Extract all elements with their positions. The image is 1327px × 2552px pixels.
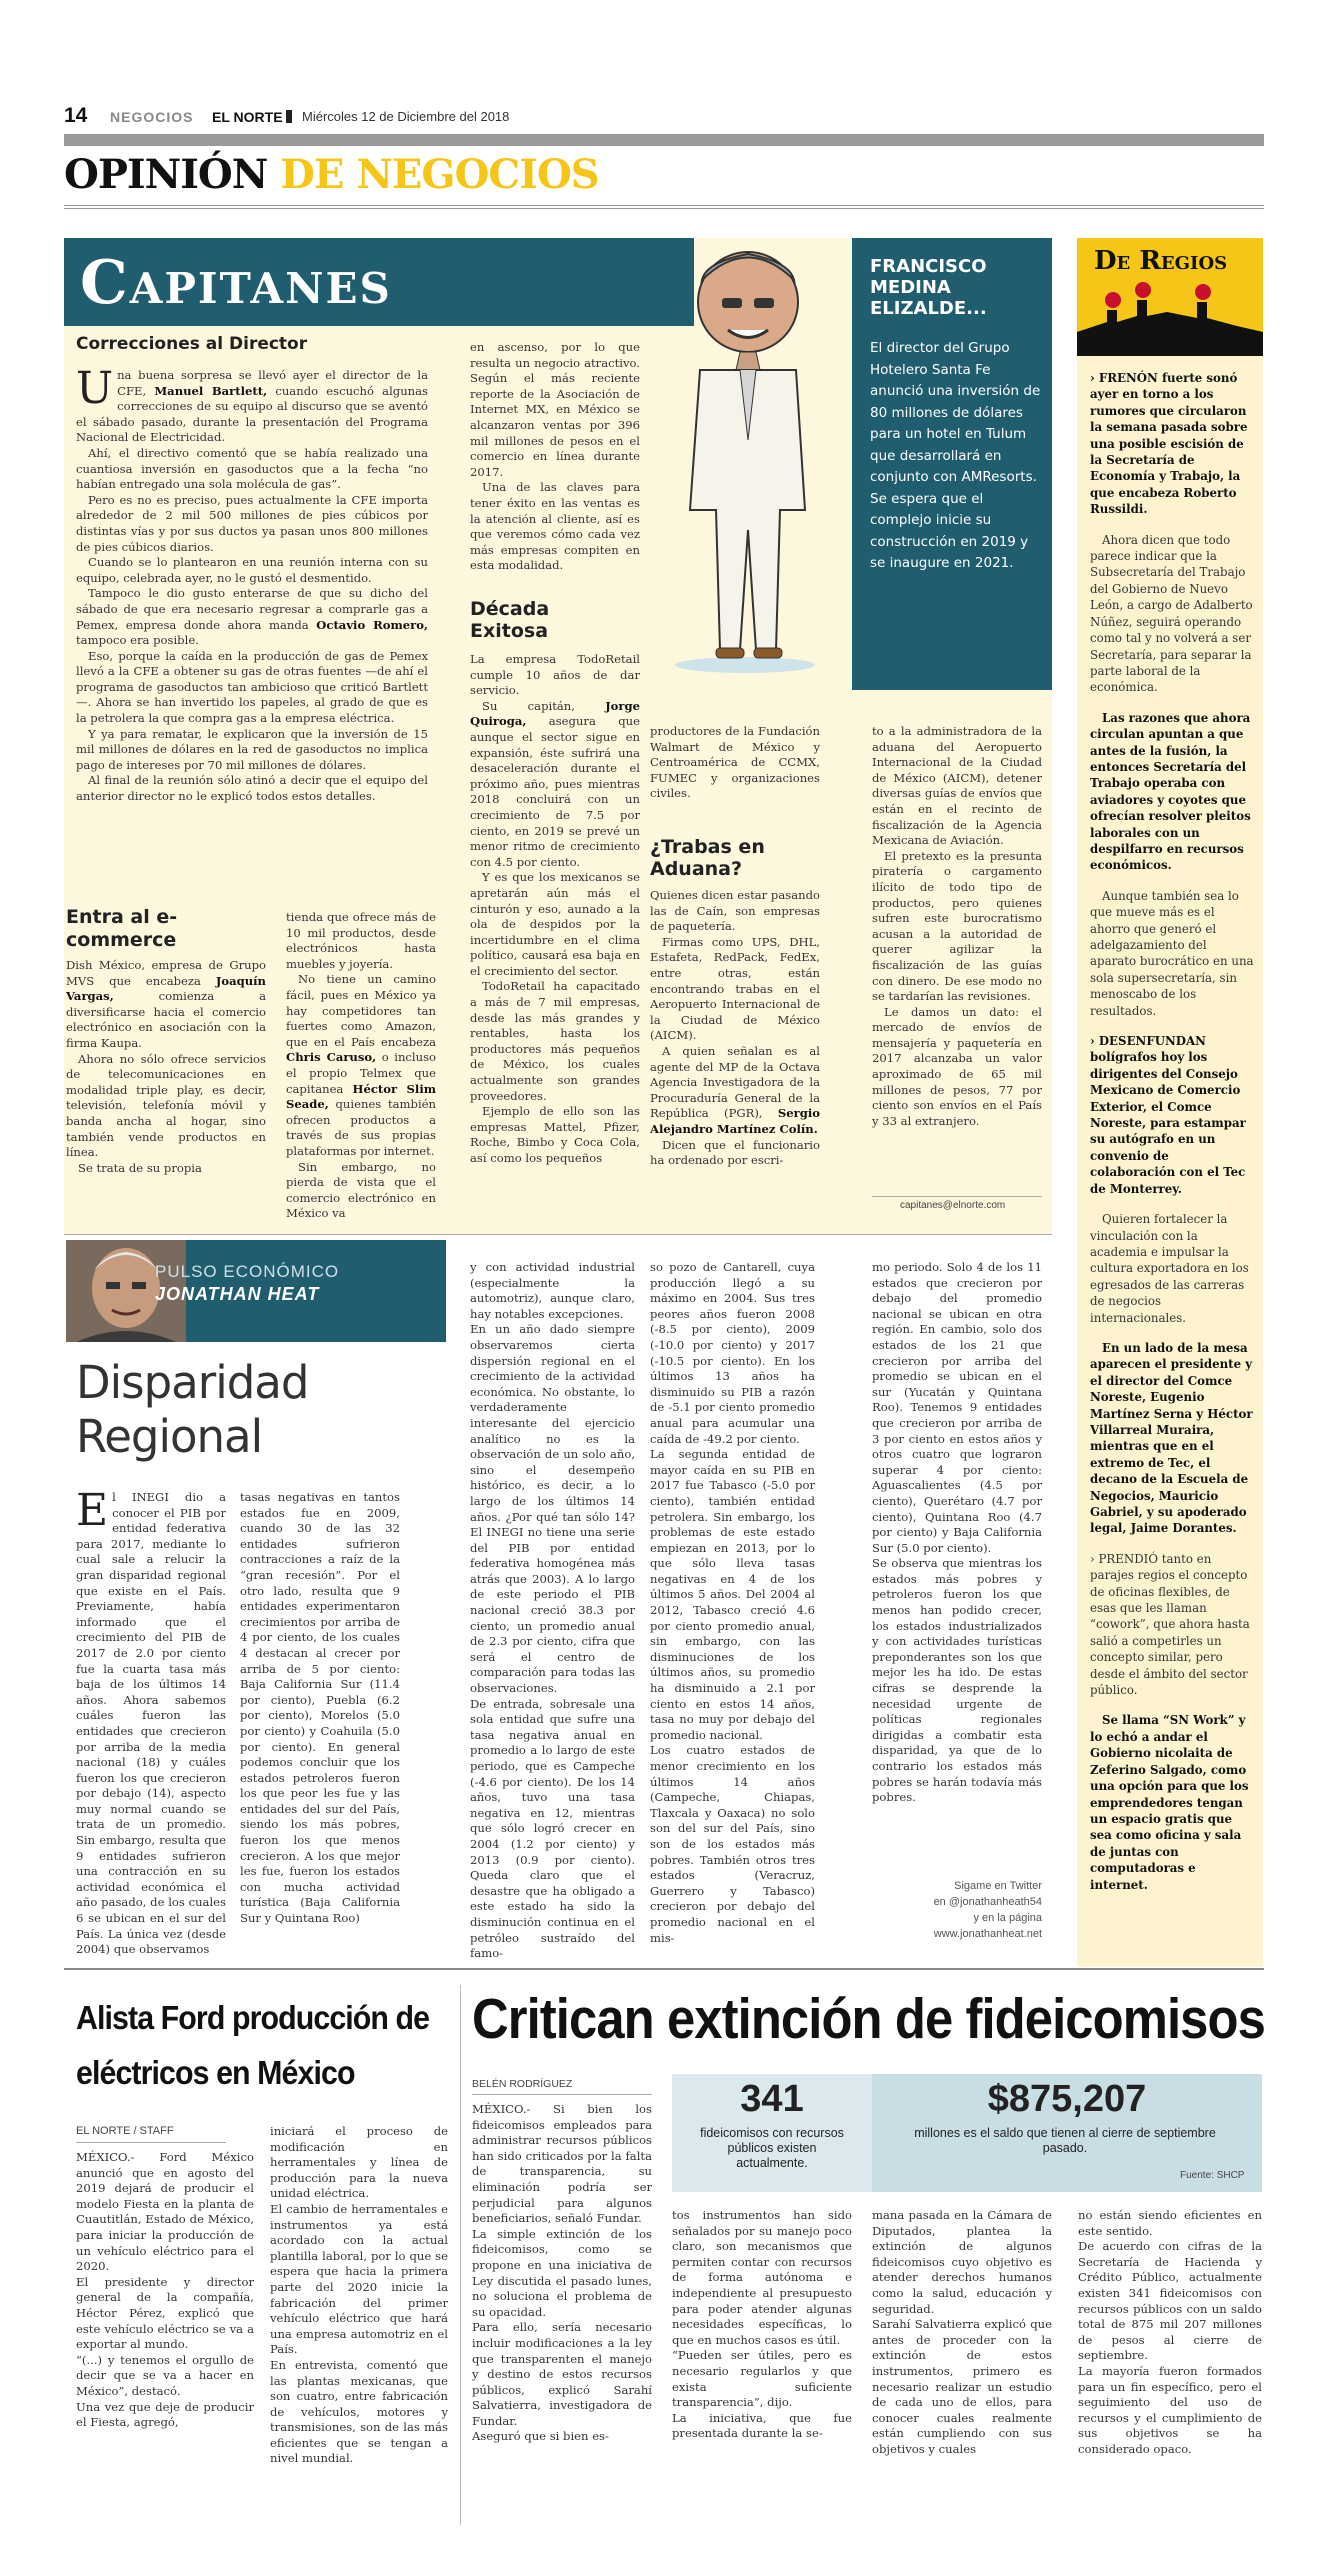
stat2-label: millones es el saldo que tienen al cierre de septiembre pasado. <box>914 2126 1216 2155</box>
capitanes-col2: en ascenso, por lo que resulta un negocio atractivo. Según el más reciente reporte de la Asociación de Internet MX, en México se alcanzaron ventas por 396 mil millones de pesos en el comercio en línea durante 2017. Una de las claves para tener éxito en las ventas es la atención al cliente, así es que veremos cómo cada vez más empresas compiten en esta modalidad. <box>470 340 640 573</box>
ford-divider <box>460 1985 461 2525</box>
decada-col2: La empresa TodoRetail cumple 10 años de dar servicio. Su capitán, Jorge Quiroga, asegura que aunque el sector sigue en expansión, éste sufrirá una desaceleración durante el próximo año, pues mientras 2018 concluirá con un crecimiento de 7.5 por ciento, en 2019 se prevé un menor ritmo de crecimiento con 4.5 por ciento. Y es que los mexicanos se apretarán aún más el cinturón y eso, aunado a la ola de despidos por la incertidumbre en el clima político, causará esa baja en el crecimiento del sector. TodoRetail ha capacitado a más de 7 mil empresas, desde las más grandes y rentables, hasta los productores más pequeños de México, los cuales actualmente son grandes proveedores. Ejemplo de ello son las empresas Mattel, Pfizer, Roche, Bimbo y Coca Cola, así como los pequeños <box>470 652 640 1165</box>
capitanes-subtitle: Correcciones al Director <box>76 334 308 354</box>
fideicomisos-byline-rule <box>472 2094 652 2095</box>
follow-line: y en la página <box>973 1912 1042 1924</box>
opinion-label: OPINIÓN <box>64 151 268 198</box>
ecommerce-col2: tienda que ofrece más de 10 mil productos, desde electrónicos hasta muebles y joyería. No tiene un camino fácil, pues en México ya hay competidores tan fuertes como Amazon, que en el País encabeza Chris Caruso, o incluso el propio Telmex que capitanea Héctor Slim Seade, quienes también ofrecen productos a través de sus propias plataformas por internet. Sin embargo, no pierda de vista que el comercio electrónico en México va <box>286 910 436 1221</box>
website-link[interactable]: www.jonathanheat.net <box>933 1928 1042 1940</box>
ford-byline: EL NORTE / STAFF <box>76 2125 174 2137</box>
separator-bar <box>286 110 292 123</box>
ford-headline: Alista Ford producción de eléctricos en México <box>76 1999 430 2091</box>
ford-col2: iniciará el proceso de modificación en herramentales y línea de producción para la nueva unidad eléctrica. El cambio de herramentales e instrumentos ya está acordado con la actual plantilla laboral, por lo que se espera que hacia la primera parte del 2020 inicie la fabricación del primer vehículo eléctrico que hará una empresa automotriz en el País. En entrevista, comentó que las plantas mexicanas, que son cuatro, entre fabricación de vehículos, motores y transmisiones, son de las más eficientes que se tengan a nivel mundial. <box>270 2124 448 2466</box>
pulso-follow <box>872 1878 1042 1942</box>
capitanes-title: Capitanes <box>80 248 392 318</box>
pulso-title: Disparidad Regional <box>76 1356 309 1463</box>
caricature-illustration <box>640 240 850 678</box>
deregios-title: De Regios <box>1094 246 1228 276</box>
pulso-author: JONATHAN HEAT <box>155 1284 320 1304</box>
pulso-col5: mo periodo. Solo 4 de los 11 estados que crecieron por debajo del promedio nacional se ubican en otra región. En cambio, solo dos estados de los 21 que crecieron por arriba del promedio se ubican en el sur (Yucatán y Quintana Roo). Tenemos 9 entidades que crecieron por arriba de 3 por ciento en estos años y otros cuatro que lograron superar 4 por ciento: Aguascalientes (4.5 por ciento), Querétaro (4.7 por ciento), Quintana Roo (4.7 por ciento) y Baja California Sur (5.0 por ciento). Se observa que mientras los estados más pobres y petroleros fueron los que menos han podido crecer, los estados industrializados y con actividades turísticas preponderantes son los que mejor les ha ido. De estas cifras se desprende la necesidad urgente de políticas regionales dirigidas a combatir esta disparidad, ya que de lo contrario los estados más pobres se harán todavía más pobres. <box>872 1260 1042 1805</box>
ford-col1: MÉXICO.- Ford México anunció que en agosto del 2019 dejará de producir el modelo Fiesta en la planta de Cuautitlán, Estado de México, para iniciar la producción de un vehículo eléctrico para el 2020. El presidente y director general de la compañía, Héctor Pérez, explicó que este vehículo eléctrico se va a exportar al mundo. “(...) y tenemos el orgullo de decir que se va a hacer en México”, destacó. Una vez que deje de producir el Fiesta, agregó, <box>76 2150 254 2430</box>
stat2-value: $875,207 <box>987 2078 1147 2120</box>
stat1-label: fideicomisos con recursos públicos existen actualmente. <box>700 2126 844 2170</box>
capitanes-email[interactable]: capitanes@elnorte.com <box>900 1200 1006 1211</box>
heading-rule <box>64 205 1264 209</box>
pulso-bottom-rule <box>64 1968 1264 1970</box>
profile-text: El director del Grupo Hotelero Santa Fe anunció una inversión de 80 millones de dólares para un hotel en Tulum que desarrollará en conjunto con AMResorts. Se espera que el complejo inicie su construcción en 2019 y se inaugure en 2021. <box>870 340 1041 571</box>
ford-byline-rule <box>76 2142 226 2143</box>
stats-source: Fuente: SHCP <box>1180 2170 1245 2181</box>
twitter-handle[interactable]: en @jonathanheath54 <box>933 1896 1042 1908</box>
pulso-kicker: PULSO ECONÓMICO <box>155 1262 340 1281</box>
page-header <box>64 104 1264 130</box>
fideicomisos-headline: Critican extinción de fideicomisos <box>472 1987 1265 2051</box>
fideicomisos-col1: MÉXICO.- Si bien los fideicomisos empleados para administrar recursos públicos han sido criticados por la falta de transparencia, su eliminación podría ser perjudicial para algunos beneficiarios, señaló Fundar. La simple extinción de los fideicomisos, como se propone en una iniciativa de Ley discutida el pasado lunes, no soluciona el problema de su opacidad. Para ello, sería necesario incluir modificaciones a la ley que transparenten el manejo y destino de estos recursos públicos, explicó Sarahí Salvatierra, investigadora de Fundar. Aseguró que si bien es- <box>472 2102 652 2444</box>
paper-name: EL NORTE <box>212 109 283 125</box>
opinion-heading <box>64 150 599 200</box>
page-number: 14 <box>64 104 88 127</box>
header-rule <box>64 134 1264 146</box>
stat1-value: 341 <box>740 2078 804 2120</box>
capitanes-col1: Una buena sorpresa se llevó ayer el director de la CFE, Manuel Bartlett, cuando escuchó algunas correcciones de su equipo al discurso que se aventó el sábado pasado, durante la presentación del Programa Nacional de Electricidad. Ahí, el directivo comentó que se había realizado una cuantiosa inversión en gasoductos que a la fecha “no habían entregado una sola molécula de gas”. Pero es no es preciso, pues actualmente la CFE importa alrededor de 2 mil 500 millones de pies cúbicos por distintas vías y por sus ductos ya pasan unos 800 millones de pies cúbicos diarios. Cuando se lo plantearon en una reunión interna con su equipo, celebrada ayer, no le gustó el desmentido. Tampoco le dio gusto enterarse de que su dicho del sábado de que era necesario regresar a comprarle gas a Pemex, empresa donde ahora manda Octavio Romero, tampoco era posible. Eso, porque la caída en la producción de gas de Pemex llevó a la CFE a obtener su gas de otras fuentes —de ahí el programa de gasoductos tan ambicioso que criticó Bartlett—. Ahora se han invertido los papeles, al grado de que es la petrolera la que compra gas a la empresa eléctrica. Y ya para rematar, le explicaron que la inversión de 15 mil millones de dólares en la red de gasoductos no implica pago de intereses por 70 mil millones de dólares. Al final de la reunión sólo atinó a decir que el equipo del anterior director no le explicó todos estos detalles. <box>76 368 428 804</box>
email-rule <box>872 1196 1042 1197</box>
pulso-col3: y con actividad industrial (especialmente la automotriz), aunque claro, hay notables excepciones. En un año dado siempre observaremos cierta dispersión regional en el crecimiento de la actividad económica. No obstante, lo verdaderamente interesante del ejercicio analítico no es la observación de un solo año, sino el desempeño histórico, es decir, a lo largo de los últimos 14 años. ¿Por qué tan sólo 14? El INEGI no tiene una serie del PIB por entidad federativa homogénea más atrás que 2003). A lo largo de este periodo el PIB nacional creció 38.3 por ciento, un promedio anual de 2.3 por ciento, cifra que será el centro de comparación para todas las observaciones. De entrada, sobresale una sola entidad que sufre una tasa negativa anual en promedio a lo largo de este periodo, que es Campeche (-4.6 por ciento). De los 14 años, tuvo una tasa negativa en 12, mientras que sólo logró crecer en 2004 (1.2 por ciento) y 2013 (0.9 por ciento). Queda claro que el desastre que ha obligado a este estado ha sido la disminución continua en el petróleo sustraído del famo- <box>470 1260 635 1960</box>
fideicomisos-col3: mana pasada en la Cámara de Diputados, plantea la extinción de algunos fideicomisos cuyo objetivo es atender derechos humanos como la salud, educación y seguridad. Sarahí Salvatierra explicó que antes de proceder con la extinción de estos instrumentos, primero es necesario realizar un estudio de cada uno de ellos, para conocer cuales realmente están cumpliendo con sus objetivos y cuales <box>872 2208 1052 2456</box>
deregios-column: › FRENÓN fuerte sonó ayer en torno a los rumores que circularon la semana pasada sobre una posible escisión de la Secretaría de Economía y Trabajo, la que encabeza Roberto Russildi. Ahora dicen que todo parece indicar que la Subsecretaría del Trabajo del Gobierno de Nuevo León, a cargo de Adalberto Núñez, seguirá operando como tal y no volverá a ser Secretaría, para separar la parte laboral de la económica. Las razones que ahora circulan apuntan a que antes de la fusión, la entonces Secretaría del Trabajo operaba con aviadores y coyotes que ofrecían resolver pleitos laborales con un despilfarro en recursos económicos. Aunque también sea lo que mueve más es el ahorro que generó el adelgazamiento del aparato burocrático en una sola supersecretaría, sin menoscabo de los resultados. › DESENFUNDAN bolígrafos hoy los dirigentes del Consejo Mexicano de Comercio Exterior, el Comce Noreste, para estampar su autógrafo en un convenio de colaboración con el Tec de Monterrey. Quieren fortalecer la vinculación con la academia e impulsar la cultura exportadora en los egresados de las carreras de negocios internacionales. En un lado de la mesa aparecen el presidente y el director del Comce Noreste, Eugenio Martínez Serna y Héctor Villarreal Muraira, mientras que en el extremo de Tec, el decano de la Escuela de Negocios, Mauricio Gabriel, y su apoderado legal, Jaime Dorantes. › PRENDIÓ tanto en parajes regios el concepto de oficinas flexibles, de esas que les llaman “cowork”, que ahora hasta salió a competirles un concepto similar, pero desde el ámbito del sector público. Se llama “SN Work” y lo echó a andar el Gobierno nicolaita de Zeferino Salgado, como una opción para que los emprendedores tengan un espacio gratis que sea como oficina y sala de juntas con computadoras e internet. <box>1090 371 1254 1892</box>
trabas-heading: ¿Trabas en Aduana? <box>650 836 765 880</box>
pulso-col4: so pozo de Cantarell, cuya producción llegó a su máximo en 2004. Sus tres peores años fueron 2008 (-8.5 por ciento), 2009 (-10.0 por ciento) y 2017 (-10.5 por ciento). En los últimos 13 años ha disminuido su PIB a razón de -5.1 por ciento promedio anual para acumular una caída de -49.2 por ciento. La segunda entidad de mayor caída en su PIB en 2017 fue Tabasco (-5.0 por ciento), también entidad petrolera. Sin embargo, los problemas de este estado empiezan en 2013, por lo que sólo lleva tasas negativas en 4 de los últimos 5 años. Del 2004 al 2012, Tabasco creció 4.6 por ciento promedio anual, sin embargo, con las disminuciones de los últimos años, su promedio ha disminuido a 2.1 por ciento en estos 14 años, tasa no muy por debajo del promedio nacional. Los cuatro estados de menor crecimiento en los últimos 14 años (Campeche, Chiapas, Tlaxcala y Oaxaca) no solo son del sur del País, sino son de los estados más pobres. También otros tres estados (Veracruz, Guerrero y Tabasco) crecieron por debajo del promedio nacional en el mis- <box>650 1260 815 1945</box>
ecommerce-col1: Dish México, empresa de Grupo MVS que encabeza Joaquín Vargas, comienza a diversificarse hacia el comercio electrónico en asociación con la firma Kaupa. Ahora no sólo ofrece servicios de telecomunicaciones en modalidad triple play, es decir, televisión, telefonía móvil y banda ancha al hogar, sino también vende productos en línea. Se trata de su propia <box>66 958 266 1175</box>
profile-name: FRANCISCO MEDINA ELIZALDE... <box>870 256 987 319</box>
decada-heading: Década Exitosa <box>470 598 550 642</box>
pulso-top-rule <box>64 1234 1052 1235</box>
trabas-col3: Quienes dicen estar pasando las de Caín, son empresas de paquetería. Firmas como UPS, DHL, Estafeta, RedPack, FedEx, entre otras, están encontrando trabas en el Aeropuerto Internacional de la Ciudad de México (AICM). A quien señalan es al agente del MP de la Octava Agencia Investigadora de la Procuraduría General de la República (PGR), Sergio Alejandro Martínez Colín. Dicen que el funcionario ha ordenado por escri- <box>650 888 820 1168</box>
factory-illustration <box>1077 282 1263 356</box>
opinion-negocios-label: DE NEGOCIOS <box>280 151 599 198</box>
capitanes-col4: to a la administradora de la aduana del Aeropuerto Internacional de la Ciudad de México (AICM), detener diversas guías de envíos que están en el recinto de fiscalización de la Agencia Mexicana de Aviación. El pretexto es la presunta piratería o cargamento ilícito de todo tipo de productos, pero quienes sufren este burocratismo acusan a la autoridad de querer agilizar la fiscalización de las guías con dinero. De ese modo no se tardarían las revisiones. Le damos un dato: el mercado de envíos de mensajería y paquetería en 2017 alcanzaba un valor aproximado de 65 mil millones de pesos, 77 por ciento son envíos en el País y 33 al extranjero. <box>872 724 1042 1128</box>
fideicomisos-col2: tos instrumentos han sido señalados por su manejo poco claro, son mecanismos que permiten contar con recursos de forma autónoma e independiente al presupuesto para poder atender algunas necesidades específicas, lo que en muchos casos es útil. “Pueden ser útiles, pero es necesario regularlos y que exista suficiente transparencia”, dijo. La iniciativa, que fue presentada durante la se- <box>672 2208 852 2441</box>
pulso-col2: tasas negativas en tantos estados fue en 2009, cuando 30 de las 32 entidades sufrieron contracciones a raíz de la “gran recesión”. Por el otro lado, resulta que 9 entidades experimentaron crecimientos por arriba de 4 por ciento, de los cuales 4 destacan al crecer por arriba de 5 por ciento: Baja California Sur (11.4 por ciento), Puebla (6.2 por ciento), Morelos (5.0 por ciento) y Coahuila (5.0 por ciento). En general podemos concluir que los estados petroleros fueron los que peor les fue y las entidades del sur del País, siendo los más pobres, fueron los que menos crecieron. A los que mejor les fue, fueron los estados con mucha actividad turística (Baja California Sur y Quintana Roo) <box>240 1490 400 1926</box>
capitanes-col3: productores de la Fundación Walmart de México y Centroamérica de CCMX, FUMEC y organizaciones civiles. <box>650 724 820 801</box>
ecommerce-heading: Entra al e-commerce <box>66 906 178 951</box>
page-date: Miércoles 12 de Diciembre del 2018 <box>302 109 510 124</box>
fideicomisos-col4: no están siendo eficientes en este sentido. De acuerdo con cifras de la Secretaría de Hacienda y Crédito Público, actualmente existen 341 fideicomisos con recursos públicos con un saldo total de 875 mil 207 millones de pesos al cierre de septiembre. La mayoría fueron formados para un fin específico, pero el seguimiento del uso de recursos y el cumplimiento de sus objetivos se ha considerado opaco. <box>1078 2208 1262 2456</box>
pulso-col1: El INEGI dio a conocer el PIB por entidad federativa para 2017, mediante lo cual sale a relucir la gran disparidad regional que existe en el País. Previamente, había informado que el crecimiento del PIB de 2017 de 2.0 por ciento fue la cuarta tasa más baja de los últimos 14 años. Ahora sabemos cuáles fueron las entidades que crecieron por arriba de la media nacional (18) y cuáles fueron los que crecieron por debajo (14), aspecto muy normal cuando se trata de un promedio. Sin embargo, resulta que 9 entidades sufrieron una contracción en su actividad económica el año pasado, de los cuales 6 se ubican en el sur del País. La única vez (desde 2004) que observamos <box>76 1490 226 1957</box>
follow-line: Sigame en Twitter <box>954 1880 1042 1892</box>
fideicomisos-byline: BELÉN RODRÍGUEZ <box>472 2078 573 2090</box>
section-name: NEGOCIOS <box>110 109 194 125</box>
